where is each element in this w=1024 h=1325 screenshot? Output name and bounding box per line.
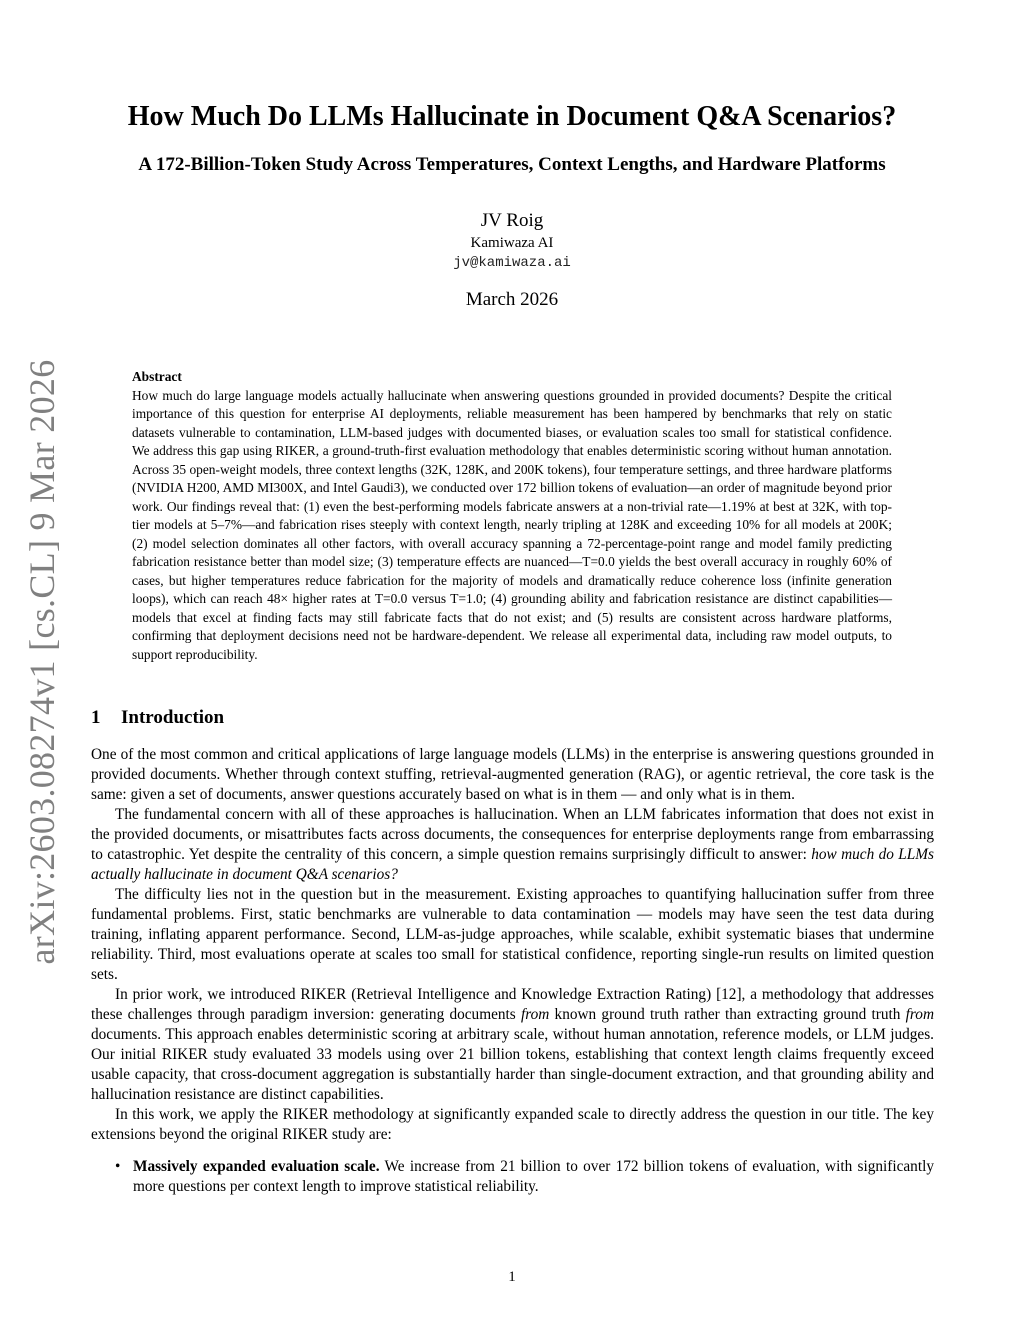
- author-name: JV Roig: [480, 210, 544, 231]
- section-number: 1: [91, 707, 101, 728]
- abstract-block: [132, 368, 892, 664]
- page-number: 1: [508, 1269, 516, 1285]
- list-item-text: We increase from 21 billion to over 172 billion tokens of evaluation, with significantly more questions per context length to improve statistical reliability.: [133, 1158, 934, 1195]
- section-heading: [91, 706, 224, 730]
- body-text: [91, 745, 934, 1197]
- paragraph-4-from-1: from: [520, 1006, 550, 1023]
- publication-date: March 2026: [465, 289, 559, 310]
- paragraph-4-part-b: known ground truth rather than extracting ground truth: [549, 1006, 906, 1023]
- paper-title: How Much Do LLMs Hallucinate in Document Q&A Scenarios?: [127, 101, 897, 132]
- author-email: jv@kamiwaza.ai: [453, 255, 571, 271]
- bullet-marker: •: [115, 1158, 121, 1175]
- paragraph-4: [91, 985, 934, 1105]
- paper-subtitle: A 172-Billion-Token Study Across Temperatures, Context Lengths, and Hardware Platforms: [138, 154, 886, 175]
- paragraph-5: In this work, we apply the RIKER methodology at significantly expanded scale to directly address the question in our title. The key extensions beyond the original RIKER study are:: [91, 1106, 934, 1143]
- paragraph-4-from-2: from: [905, 1006, 934, 1023]
- abstract-heading: Abstract: [132, 369, 182, 384]
- arxiv-identifier-text: arXiv:2603.08274v1 [cs.CL] 9 Mar 2026: [22, 359, 62, 965]
- paragraph-3: The difficulty lies not in the question but in the measurement. Existing approaches to quantifying hallucination suffer from three fundamental problems. First, static benchmarks are vulnerable to data contamination — models may have seen the test data during training, inflating apparent performance. Second, LLM-as-judge approaches, while scalable, exhibit systematic biases that undermine reliability. Third, most evaluations operate at scales too small for statistical confidence, reporting single-run results on limited question sets.: [91, 886, 934, 983]
- paragraph-2: [91, 805, 934, 885]
- paragraph-2-question: how much do LLMs actually hallucinate in document Q&A scenarios?: [91, 846, 934, 883]
- paragraph-2-text: The fundamental concern with all of these approaches is hallucination. When an LLM fabricates information that does not exist in the provided documents, or misattributes facts across documents, the consequences for enterprise deployments range from embarrassing to catastrophic. Yet despite the centrality of this concern, a simple question remains surprisingly difficult to answer:: [91, 806, 934, 863]
- abstract-text: How much do large language models actually hallucinate when answering questions grounded in provided documents? Despite the critical importance of this question for enterprise AI deployments, reliable measurement has been hampered by benchmarks that rely on static datasets vulnerable to contamination, LLM-based judges with documented biases, or evaluation scales too small for statistical confidence. We address this gap using RIKER, a ground-truth-first evaluation methodology that enables deterministic scoring without human annotation. Across 35 open-weight models, three context lengths (32K, 128K, and 200K tokens), four temperature settings, and three hardware platforms (NVIDIA H200, AMD MI300X, and Intel Gaudi3), we conducted over 172 billion tokens of evaluation—an order of magnitude beyond prior work. Our findings reveal that: (1) even the best-performing models fabricate answers at a non-trivial rate—1.19% at best at 32K, with top-tier models at 5–7%—and fabrication rises steeply with context length, nearly tripling at 128K and exceeding 10% for all models at 200K; (2) model selection dominates all other factors, with overall accuracy spanning a 72-percentage-point range and model family predicting fabrication resistance better than model size; (3) temperature effects are nuanced—T=0.0 yields the best overall accuracy in roughly 60% of cases, but higher temperatures reduce fabrication for the majority of models and dramatically reduce coherence loss (infinite generation loops), which can reach 48× higher rates at T=0.0 versus T=1.0; (4) grounding ability and fabrication resistance are distinct capabilities—models that excel at finding facts may still fabricate facts that do not exist; and (5) results are consistent across hardware platforms, confirming that deployment decisions need not be hardware-dependent. We release all experimental data, including raw model outputs, to support reproducibility.: [132, 387, 892, 662]
- list-item: [91, 1157, 934, 1197]
- author-affiliation: Kamiwaza AI: [470, 235, 554, 251]
- paragraph-4-part-a: In prior work, we introduced RIKER (Retrieval Intelligence and Knowledge Extraction Rating) [12], a methodology that addresses these challenges through paradigm inversion: generating documents: [91, 986, 934, 1023]
- list-item-heading: Massively expanded evaluation scale.: [133, 1158, 380, 1175]
- extensions-list: [91, 1157, 934, 1197]
- section-title: Introduction: [121, 707, 225, 728]
- paragraph-4-part-c: documents. This approach enables deterministic scoring at arbitrary scale, without human annotation, reference models, or LLM judges. Our initial RIKER study evaluated 33 models using over 21 billion tokens, establishing that context length claims frequently exceed usable capacity, that cross-document aggregation is substantially harder than single-document extraction, and that grounding ability and hallucination resistance are distinct capabilities.: [91, 1026, 934, 1103]
- paragraph-1: One of the most common and critical applications of large language models (LLMs) in the enterprise is answering questions grounded in provided documents. Whether through context stuffing, retrieval-augmented generation (RAG), or agentic retrieval, the core task is the same: given a set of documents, answer questions accurately based on what is in them — and only what is in them.: [91, 746, 934, 803]
